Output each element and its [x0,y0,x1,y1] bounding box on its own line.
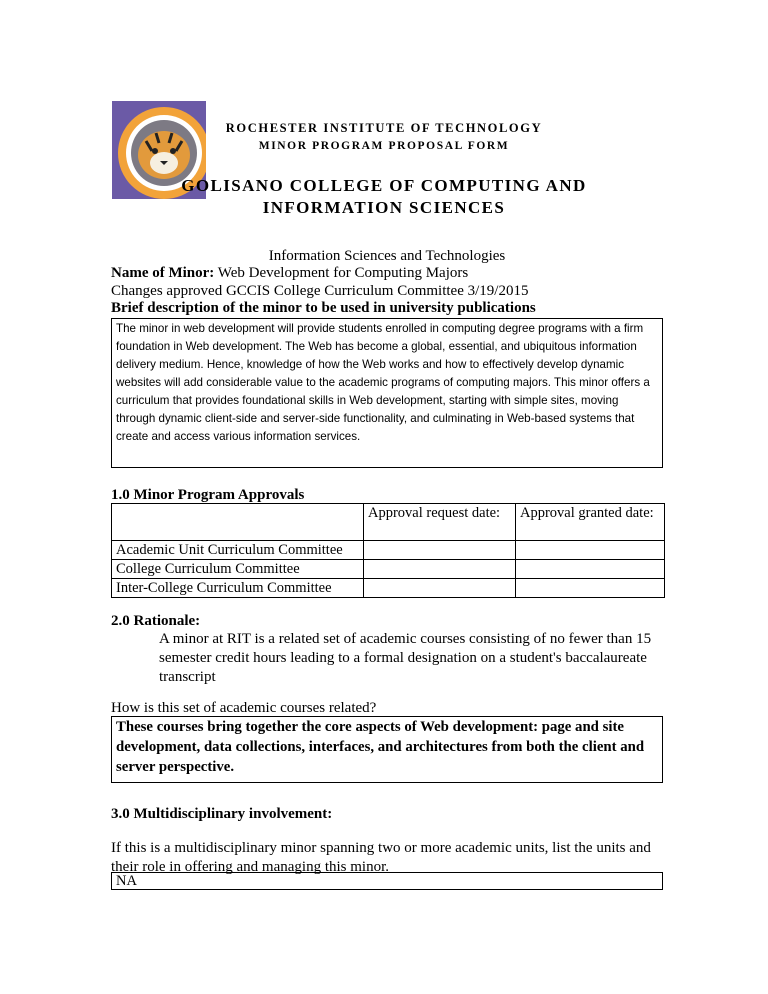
multidisciplinary-answer-box: NA [111,872,663,890]
institution-name: ROCHESTER INSTITUTE OF TECHNOLOGY [225,121,543,135]
college-line-1: GOLISANO COLLEGE OF COMPUTING AND [181,176,587,195]
multidisciplinary-question: If this is a multidisciplinary minor spanning two or more academic units, list the units and their role in offering and managing this minor. [111,840,651,875]
rationale-heading: 2.0 Rationale: [111,613,201,629]
college-name [110,175,658,219]
approvals-table [111,503,665,598]
table-row [112,560,665,579]
table-cell [364,560,516,579]
table-row [112,579,665,598]
table-cell [112,504,364,541]
related-question: How is this set of academic courses related? [111,700,377,716]
college-line-2: INFORMATION SCIENCES [262,198,506,217]
table-row [112,504,665,541]
committee-name: Inter-College Curriculum Committee [112,579,364,598]
brief-description-box: The minor in web development will provide students enrolled in computing degree programs with a firm foundation in Web development. The Web has become a global, essential, and ubiquitous information delivery medium. Hence, knowledge of how the Web works and how to effectively develop dynamic websites will add considerable value to the academic programs of computing majors. This minor offers a curriculum that provides foundational skills in Web development, starting with simple sites, moving through dynamic client-side and server-side functionality, and culminating in Web-based systems that create and access various information services. [111,318,663,468]
table-cell [516,541,665,560]
minor-name-label: Name of Minor: [111,265,215,281]
table-cell [516,560,665,579]
rationale-text: A minor at RIT is a related set of academic courses consisting of no fewer than 15 semester credit hours leading to a formal designation on a student's baccalaureate transcript [159,631,652,685]
minor-name-value: Web Development for Computing Majors [217,265,469,281]
minor-name-line [111,264,671,283]
committee-name: Academic Unit Curriculum Committee [112,541,364,560]
table-cell [516,579,665,598]
department-name: Information Sciences and Technologies [268,248,506,264]
approvals-heading: 1.0 Minor Program Approvals [111,487,305,503]
approval-granted-header: Approval granted date: [516,504,665,541]
multidisciplinary-heading: 3.0 Multidisciplinary involvement: [111,806,333,822]
brief-description-heading: Brief description of the minor to be used in university publications [111,300,536,316]
form-title: MINOR PROGRAM PROPOSAL FORM [258,140,510,152]
committee-name: College Curriculum Committee [112,560,364,579]
table-row [112,541,665,560]
approval-request-header: Approval request date: [364,504,516,541]
changes-approved: Changes approved GCCIS College Curriculum Committee 3/19/2015 [111,283,529,299]
related-answer-box: These courses bring together the core aspects of Web development: page and site development, data collections, interfaces, and architectures from both the client and server perspective. [111,716,663,783]
table-cell [364,541,516,560]
table-cell [364,579,516,598]
